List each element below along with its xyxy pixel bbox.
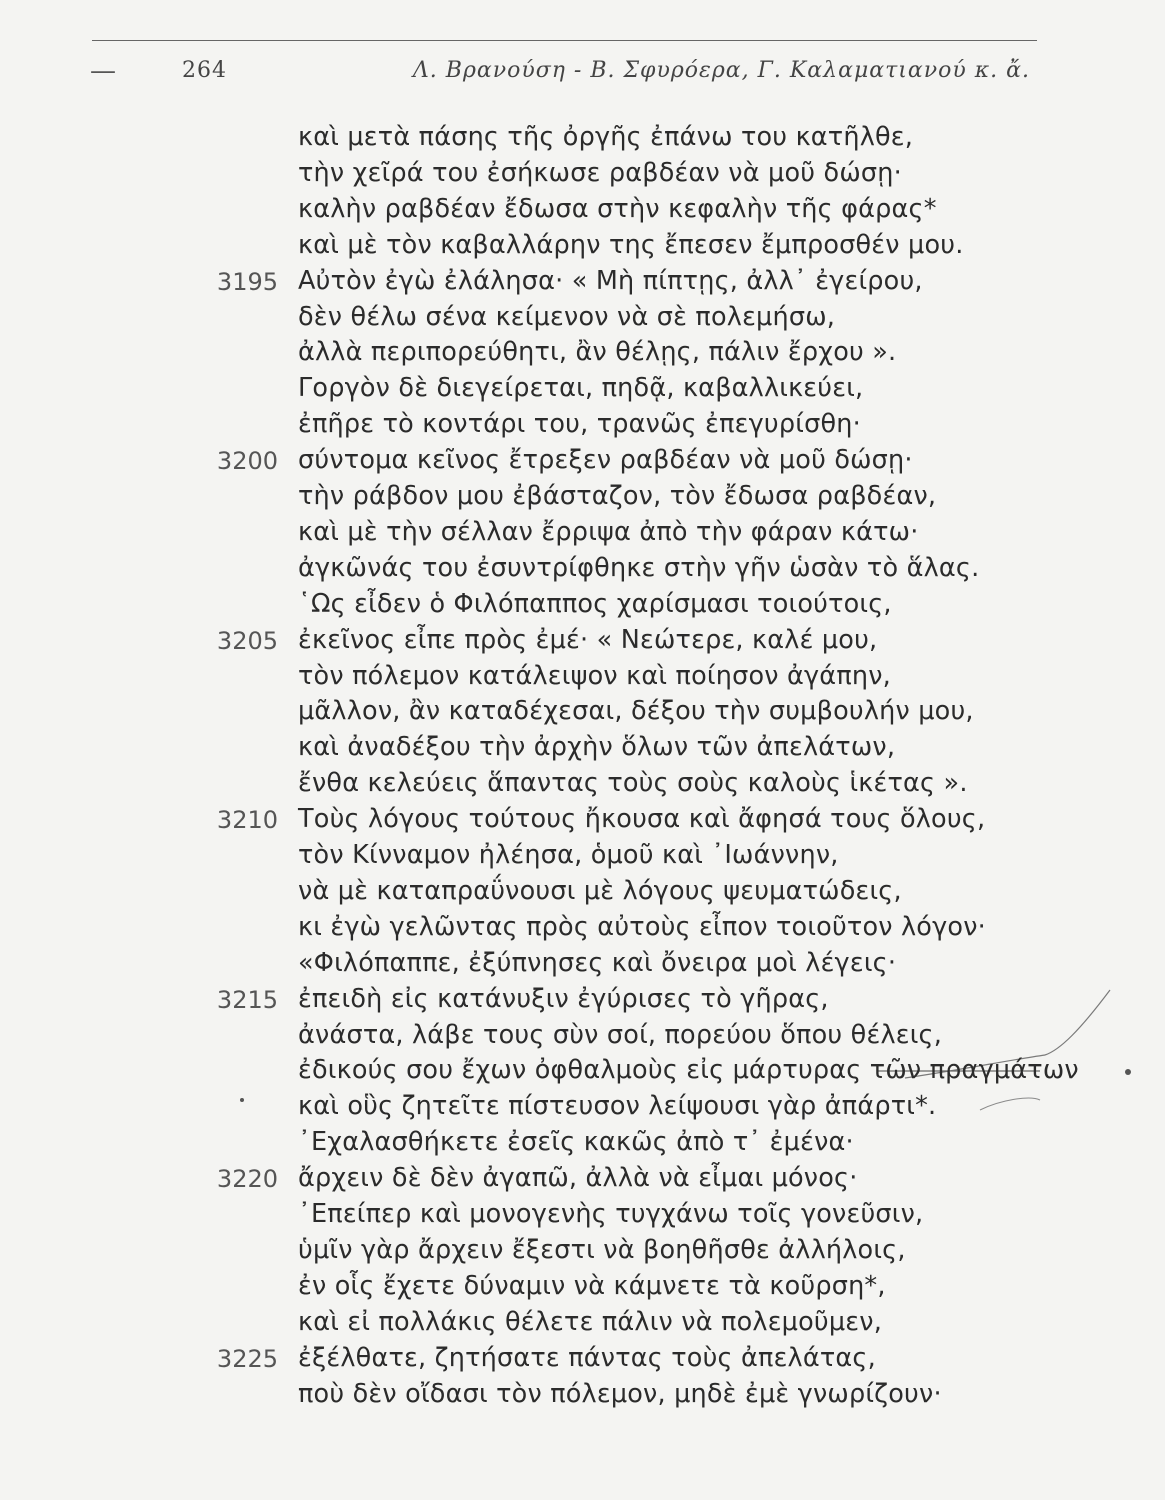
verse-number: 3200: [216, 447, 278, 476]
verse-text: ᾿Επείπερ καὶ μονογενὴς τυγχάνω τοῖς γονεῦσιν,: [298, 1199, 924, 1229]
header-dash: —: [90, 56, 116, 86]
verse-number: 3195: [216, 267, 278, 296]
verse-text: καὶ μὲ τὸν καβαλλάρην της ἔπεσεν ἔμπροσθέν μου.: [298, 229, 964, 260]
verse-line: [0, 1159, 1165, 1199]
verse-text: καὶ μὲ τὴν σέλλαν ἔρριψα ἀπὸ τὴν φάραν κάτω·: [298, 516, 919, 547]
verse-number: 3205: [216, 626, 278, 655]
verse-line: [0, 549, 1165, 589]
verse-text: καὶ ἀναδέξου τὴν ἀρχὴν ὅλων τῶν ἀπελάτων,: [298, 732, 896, 763]
verse-line: [0, 692, 1165, 732]
verse-text: ἔνθα κελεύεις ἅπαντας τοὺς σοὺς καλοὺς ἱκέτας ».: [298, 768, 968, 799]
verse-line: [0, 836, 1165, 876]
verse-text: Γοργὸν δὲ διεγείρεται, πηδᾷ, καβαλλικεύει,: [298, 373, 864, 404]
verse-text: μᾶλλον, ἂν καταδέχεσαι, δέξου τὴν συμβουλήν μου,: [298, 696, 974, 727]
verse-text: τὴν χεῖρά του ἐσήκωσε ραβδέαν νὰ μοῦ δώσῃ·: [298, 157, 902, 188]
verse-line: [0, 728, 1165, 768]
verse-line: [0, 1123, 1165, 1163]
verse-text: «Φιλόπαππε, ἐξύπνησες καὶ ὄνειρα μοὶ λέγεις·: [298, 947, 897, 978]
verse-text: ἐπειδὴ εἰς κατάνυξιν ἐγύρισες τὸ γῆρας,: [298, 983, 829, 1014]
verse-line: [0, 1231, 1165, 1271]
verse-text: ἐν οἷς ἔχετε δύναμιν νὰ κάμνετε τὰ κοῦρση*,: [298, 1270, 886, 1301]
verse-text: ποὺ δὲν οἴδασι τὸν πόλεμον, μηδὲ ἐμὲ γνωρίζουν·: [298, 1378, 942, 1409]
verse-line: [0, 1339, 1165, 1379]
verse-line: [0, 944, 1165, 984]
running-head: Λ. Βρανούση - Β. Σφυρόερα, Γ. Καλαματιανού κ. ἄ.: [412, 58, 1030, 83]
verse-line: [0, 980, 1165, 1020]
verse-text: ἄρχειν δὲ δὲν ἀγαπῶ, ἀλλὰ νὰ εἶμαι μόνος·: [298, 1163, 858, 1194]
verse-text: ῾Ως εἶδεν ὁ Φιλόπαππος χαρίσμασι τοιούτοις,: [298, 588, 892, 619]
verse-line: [0, 298, 1165, 338]
verse-text: δὲν θέλω σένα κείμενον νὰ σὲ πολεμήσω,: [298, 301, 836, 332]
verse-number: 3210: [216, 806, 278, 835]
verse-line: [0, 1267, 1165, 1307]
verse-number: 3215: [216, 985, 278, 1014]
verse-number: 3225: [216, 1344, 278, 1373]
verse-text: τὸν Κίνναμον ἠλέησα, ὁμοῦ καὶ ᾿Ιωάννην,: [298, 840, 839, 870]
verse-text: ὑμῖν γὰρ ἄρχειν ἔξεστι νὰ βοηθῆσθε ἀλλήλοις,: [298, 1234, 906, 1265]
verse-line: [0, 1087, 1165, 1127]
verse-text: ἐκεῖνος εἶπε πρὸς ἐμέ· « Νεώτερε, καλέ μου,: [298, 624, 878, 655]
verse-line: [0, 441, 1165, 481]
verse-text: σύντομα κεῖνος ἔτρεξεν ραβδέαν νὰ μοῦ δώσῃ·: [298, 445, 913, 476]
verse-text: ᾿Εχαλασθήκετε ἐσεῖς κακῶς ἀπὸ τ᾽ ἐμένα·: [298, 1127, 854, 1158]
verse-text: ἀνάστα, λάβε τους σὺν σοί, πορεύου ὅπου θέλεις,: [298, 1019, 943, 1050]
verse-text: ἐξέλθατε, ζητήσατε πάντας τοὺς ἀπελάτας,: [298, 1342, 876, 1373]
verse-text: καὶ μετὰ πάσης τῆς ὀργῆς ἐπάνω του κατῆλθε,: [298, 122, 914, 152]
verse-text: τὸν πόλεμον κατάλειψον καὶ ποίησον ἀγάπην,: [298, 660, 891, 691]
verse-line: [0, 621, 1165, 661]
verse-line: [0, 1016, 1165, 1056]
verse-line: [0, 1051, 1165, 1091]
verse-text: κι ἐγὼ γελῶντας πρὸς αὐτοὺς εἶπον τοιοῦτον λόγον·: [298, 911, 986, 942]
verse-line: [0, 118, 1165, 158]
header-rule: [92, 40, 1037, 41]
page-number: 264: [182, 58, 227, 83]
verse-text: καὶ οὓς ζητεῖτε πίστευσον λείψουσι γὰρ ἀπάρτι*.: [298, 1091, 937, 1122]
verse-text: Τοὺς λόγους τούτους ἤκουσα καὶ ἄφησά τους ὅλους,: [298, 804, 986, 835]
verse-text: ἐπῆρε τὸ κοντάρι του, τρανῶς ἐπεγυρίσθη·: [298, 409, 861, 440]
verse-line: [0, 405, 1165, 445]
verse-text: νὰ μὲ καταπραΰνουσι μὲ λόγους ψευματώδεις,: [298, 875, 902, 906]
verse-text: Αὐτὸν ἐγὼ ἐλάλησα· « Μὴ πίπτῃς, ἀλλ᾽ ἐγείρου,: [298, 265, 923, 296]
verse-line: [0, 477, 1165, 517]
verse-number: 3220: [216, 1165, 278, 1194]
verse-line: [0, 800, 1165, 840]
verse-line: [0, 369, 1165, 409]
verse-text: καλὴν ραβδέαν ἔδωσα στὴν κεφαλὴν τῆς φάρας*: [298, 193, 937, 224]
verse-line: [0, 585, 1165, 625]
verse-line: [0, 908, 1165, 948]
verse-line: [0, 1303, 1165, 1343]
verse-line: [0, 764, 1165, 804]
verse-text: τὴν ράβδον μου ἐβάσταζον, τὸν ἔδωσα ραβδέαν,: [298, 481, 937, 511]
verse-text: καὶ εἰ πολλάκις θέλετε πάλιν νὰ πολεμοῦμεν,: [298, 1306, 883, 1337]
verse-text: ἀλλὰ περιπορεύθητι, ἂν θέλῃς, πάλιν ἔρχου ».: [298, 337, 897, 368]
verse-line: [0, 190, 1165, 230]
verse-line: [0, 872, 1165, 912]
verse-line: [0, 154, 1165, 194]
verse-line: [0, 513, 1165, 553]
verse-line: [0, 1375, 1165, 1415]
verse-line: [0, 226, 1165, 266]
verse-text: ἀγκῶνάς του ἐσυντρίφθηκε στὴν γῆν ὡσὰν τὸ ἅλας.: [298, 552, 980, 583]
page-header: [90, 52, 1040, 92]
verse-text: ἐδικούς σου ἔχων ὀφθαλμοὺς εἰς μάρτυρας τῶν πραγμάτων: [298, 1055, 1079, 1086]
verse-line: [0, 1195, 1165, 1235]
verse-line: [0, 657, 1165, 697]
verse-line: [0, 333, 1165, 373]
verse-line: [0, 262, 1165, 302]
